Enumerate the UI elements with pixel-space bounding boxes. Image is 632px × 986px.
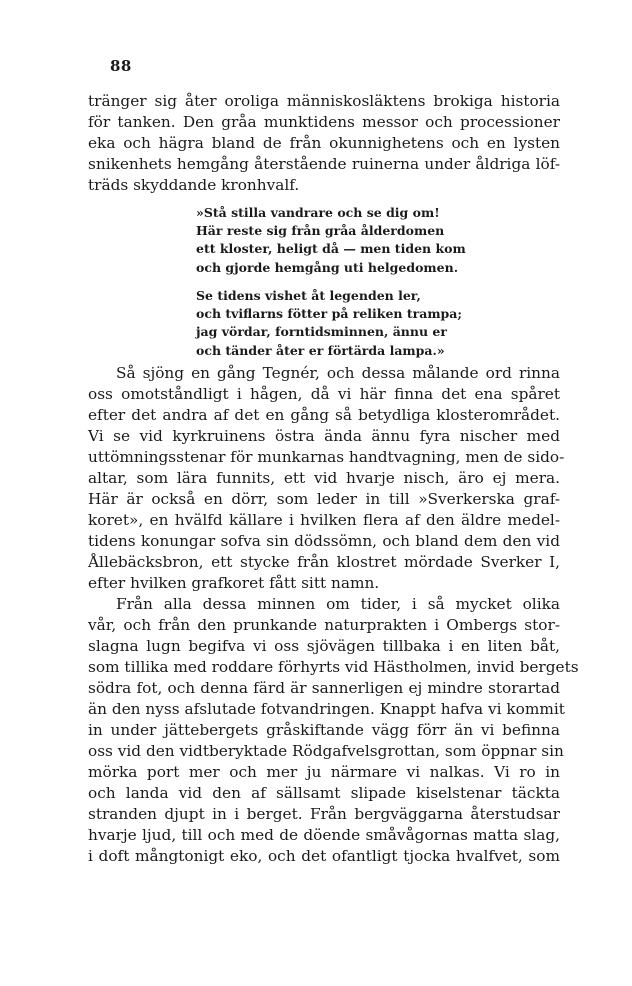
poem-line: Se tidens vishet åt legenden ler, bbox=[196, 288, 421, 303]
text-line: som tillika med roddare förhyrts vid Hästholmen, invid bergets bbox=[88, 658, 579, 676]
text-line: oss vid den vidtberyktade Rödgafvelsgrottan, som öppnar sin bbox=[88, 742, 564, 760]
text-line: södra fot, och denna färd är sannerligen ej mindre storartad bbox=[88, 679, 560, 697]
text-line: och landa vid den af sällsamt slipade kiselstenar täckta bbox=[88, 784, 560, 802]
text-line: hvarje ljud, till och med de döende småvågornas matta slag, bbox=[88, 826, 560, 844]
text-line: snikenhets hemgång återstående ruinerna under åldriga löf- bbox=[88, 155, 560, 173]
text-line: tränger sig åter oroliga människosläktens brokiga historia bbox=[88, 92, 560, 110]
poem-line: och tänder åter er förtärda lampa.» bbox=[196, 342, 445, 358]
text-line: in under jättebergets gråskiftande vägg förr än vi befinna bbox=[88, 721, 560, 739]
intro-paragraph bbox=[88, 91, 560, 196]
body-text bbox=[88, 363, 579, 867]
text-line: Vi se vid kyrkruinens östra ända ännu fyra nischer med bbox=[88, 427, 560, 445]
poem-line: Här reste sig från gråa ålderdomen bbox=[196, 223, 445, 239]
text-line: Ållebäcksbron, ett stycke från klostret mördade Sverker I, bbox=[88, 553, 560, 571]
text-line: tidens konungar sofva sin dödssömn, och bland dem den vid bbox=[88, 532, 560, 550]
text-line: koret», en hvälfd källare i hvilken flera af den äldre medel- bbox=[88, 511, 560, 529]
text-line: stranden djupt in i berget. Från bergväggarna återstudsar bbox=[88, 805, 560, 823]
poem-line: »Stå stilla vandrare och se dig om! bbox=[196, 205, 440, 220]
text-line: slagna lugn begifva vi oss sjövägen tillbaka i en liten båt, bbox=[88, 637, 560, 655]
text-line: i doft mångtonigt eko, och det ofantligt tjocka hvalfvet, som bbox=[88, 847, 560, 865]
text-line: uttömningsstenar för munkarnas handtvagning, men de sido- bbox=[88, 448, 565, 466]
text-line: mörka port mer och mer ju närmare vi nalkas. Vi ro in bbox=[88, 763, 560, 781]
text-line: efter hvilken grafkoret fått sitt namn. bbox=[88, 574, 380, 592]
poem-line: ett kloster, heligt då — men tiden kom bbox=[196, 241, 466, 257]
text-line: vår, och från den prunkande naturprakten i Ombergs stor- bbox=[88, 616, 560, 634]
text-line: för tanken. Den gråa munktidens messor och processioner bbox=[88, 113, 560, 131]
text-line: Här är också en dörr, som leder in till »Sverkerska graf- bbox=[88, 490, 560, 508]
text-line: efter det andra af det en gång så betydliga klosterområdet. bbox=[88, 406, 560, 424]
text-line: Så sjöng en gång Tegnér, och dessa målande ord rinna bbox=[116, 364, 560, 382]
poem-line: och tviflarns fötter på reliken trampa; bbox=[196, 306, 462, 322]
poem-stanza-2 bbox=[196, 287, 466, 360]
text-line: än den nyss afslutade fotvandringen. Knappt hafva vi kommit bbox=[88, 700, 565, 718]
page-number: 88 bbox=[110, 57, 132, 75]
text-line: eka och hägra bland de från okunnighetens och en lysten bbox=[88, 134, 560, 152]
text-line: Från alla dessa minnen om tider, i så mycket olika bbox=[116, 595, 560, 613]
poem-line: jag vördar, forntidsminnen, ännu er bbox=[196, 324, 447, 340]
text-line: oss omotståndligt i hågen, då vi här finna det ena spåret bbox=[88, 385, 560, 403]
text-line: träds skyddande kronhvalf. bbox=[88, 176, 300, 194]
text-line: altar, som lära funnits, ett vid hvarje nisch, äro ej mera. bbox=[88, 469, 560, 487]
poem-line: och gjorde hemgång uti helgedomen. bbox=[196, 259, 459, 275]
poem-stanza-1 bbox=[196, 204, 466, 277]
